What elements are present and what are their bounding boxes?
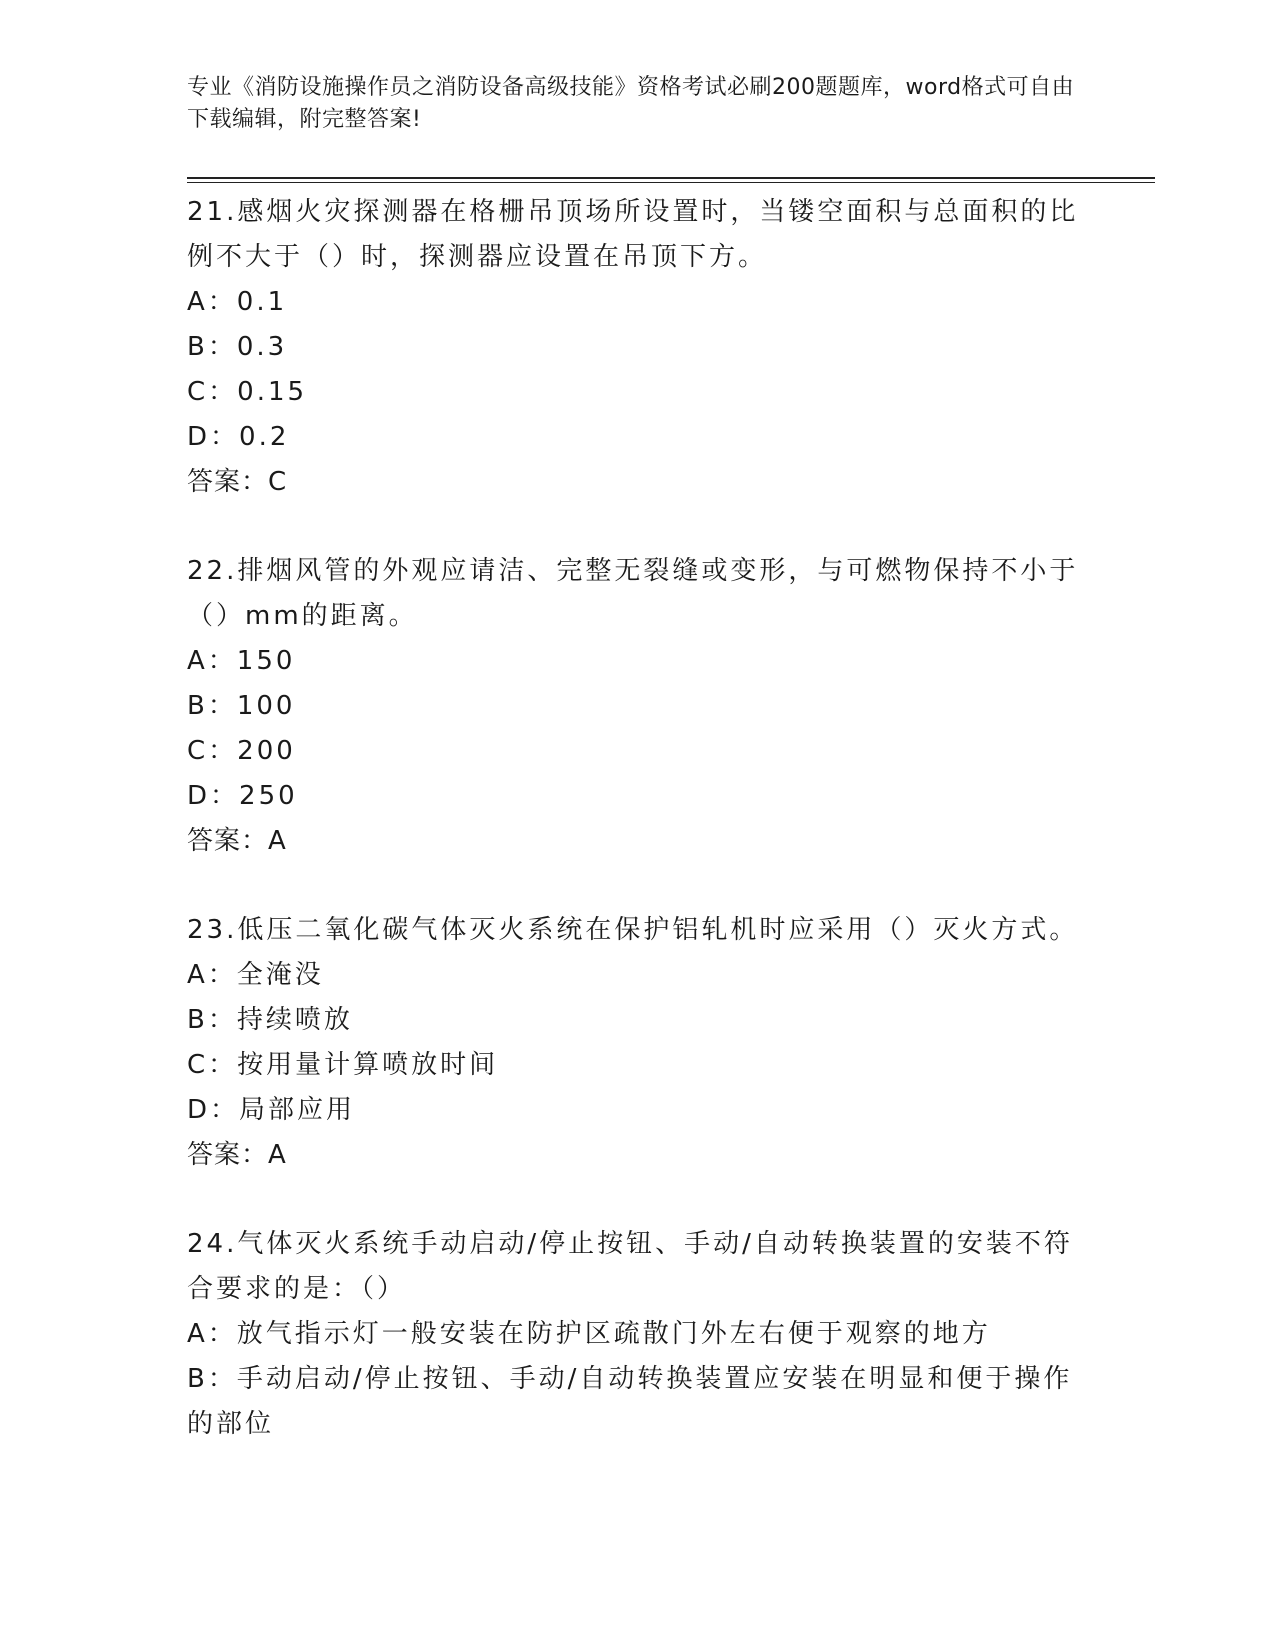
header-divider-thick: [187, 177, 1155, 179]
option-c: C：200: [187, 736, 296, 766]
question-stem: 22.排烟风管的外观应请洁、完整无裂缝或变形，与可燃物保持不小于（）mm的距离。: [187, 556, 1079, 631]
question-stem: 24.气体灭火系统手动启动/停止按钮、手动/自动转换装置的安装不符合要求的是：（）: [187, 1229, 1073, 1304]
answer-label: 答案：A: [187, 1140, 287, 1170]
question-list: [187, 190, 1087, 1491]
question-stem: 21.感烟火灾探测器在格栅吊顶场所设置时，当镂空面积与总面积的比例不大于（）时，探测器应设置在吊顶下方。: [187, 197, 1079, 272]
option-d: D：0.2: [187, 422, 290, 452]
option-b: B：手动启动/停止按钮、手动/自动转换装置应安装在明显和便于操作的部位: [187, 1364, 1073, 1439]
header-divider-thin: [187, 182, 1155, 183]
answer-label: 答案：C: [187, 467, 288, 497]
option-d: D：局部应用: [187, 1095, 356, 1125]
option-b: B：持续喷放: [187, 1005, 353, 1035]
option-b: B：100: [187, 691, 296, 721]
option-d: D：250: [187, 781, 298, 811]
document-header: 专业《消防设施操作员之消防设备高级技能》资格考试必刷200题题库，word格式可自由下载编辑，附完整答案!: [187, 75, 1075, 132]
option-c: C：按用量计算喷放时间: [187, 1050, 499, 1080]
question-21: [187, 190, 1087, 505]
option-a: A：放气指示灯一般安装在防护区疏散门外左右便于观察的地方: [187, 1319, 991, 1349]
question-22: [187, 549, 1087, 864]
question-24: [187, 1222, 1087, 1447]
answer-label: 答案：A: [187, 826, 287, 856]
option-b: B：0.3: [187, 332, 288, 362]
option-c: C：0.15: [187, 377, 308, 407]
option-a: A：150: [187, 646, 296, 676]
option-a: A：0.1: [187, 287, 288, 317]
option-a: A：全淹没: [187, 960, 324, 990]
question-23: [187, 908, 1087, 1178]
question-stem: 23.低压二氧化碳气体灭火系统在保护铝轧机时应采用（）灭火方式。: [187, 915, 1079, 945]
